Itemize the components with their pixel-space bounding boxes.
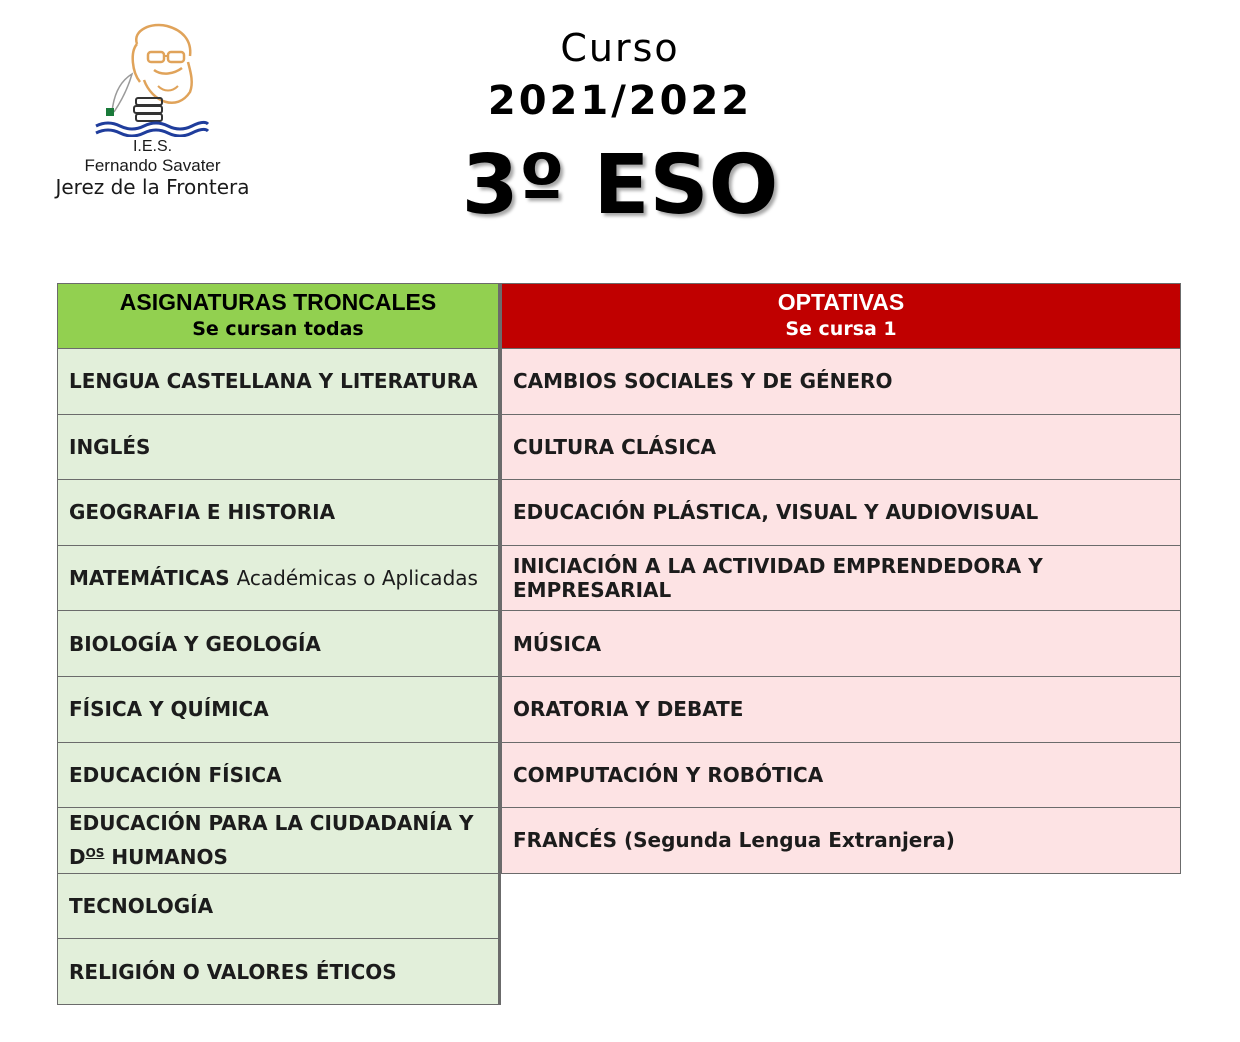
subject-label: LENGUA CASTELLANA Y LITERATURA xyxy=(69,369,478,394)
troncales-row xyxy=(57,611,501,677)
subject-label: EDUCACIÓN FÍSICA xyxy=(69,762,282,787)
troncales-row xyxy=(57,349,501,415)
subject-label: INGLÉS xyxy=(69,434,151,459)
troncales-row xyxy=(57,415,501,481)
optativas-header xyxy=(501,283,1181,349)
subject-label: GEOGRAFIA E HISTORIA xyxy=(69,500,336,525)
optativas-row xyxy=(501,480,1181,546)
optativas-row xyxy=(501,546,1181,612)
optativas-subtitle: Se cursa 1 xyxy=(785,318,897,340)
dos-prefix: D xyxy=(69,845,86,870)
optativas-column xyxy=(501,283,1181,874)
subject-label: MATEMÁTICAS xyxy=(69,566,230,591)
curso-label: Curso xyxy=(560,26,680,70)
optativas-row xyxy=(501,349,1181,415)
dos-suffix: HUMANOS xyxy=(104,845,228,870)
subject-label: CULTURA CLÁSICA xyxy=(513,434,716,459)
troncales-header xyxy=(57,283,501,349)
logo-ies-text: I.E.S. xyxy=(132,138,173,155)
troncales-subtitle: Se cursan todas xyxy=(192,318,364,340)
optativas-row xyxy=(501,677,1181,743)
optativas-row xyxy=(501,611,1181,677)
subject-label: EDUCACIÓN PARA LA CIUDADANÍA Y xyxy=(69,811,474,836)
logo-school-name: Fernando Savater xyxy=(84,156,221,175)
troncales-row xyxy=(57,480,501,546)
subject-label: FRANCÉS (Segunda Lengua Extranjera) xyxy=(513,828,955,853)
subject-label: BIOLOGÍA Y GEOLOGÍA xyxy=(69,631,321,656)
troncales-title: ASIGNATURAS TRONCALES xyxy=(119,289,437,315)
subject-label: CAMBIOS SOCIALES Y DE GÉNERO xyxy=(513,369,893,394)
school-logo xyxy=(50,22,255,202)
subject-label: TECNOLOGÍA xyxy=(69,894,214,919)
course-level-title: 3º ESO xyxy=(461,138,779,233)
troncales-row xyxy=(57,808,501,874)
academic-year: 2021/2022 xyxy=(487,78,753,124)
optativas-row xyxy=(501,415,1181,481)
subject-label: MÚSICA xyxy=(513,631,602,656)
subject-label: EDUCACIÓN PLÁSTICA, VISUAL Y AUDIOVISUAL xyxy=(513,500,1039,525)
subject-label: RELIGIÓN O VALORES ÉTICOS xyxy=(69,959,397,984)
subject-label: ORATORIA Y DEBATE xyxy=(513,697,744,722)
troncales-row xyxy=(57,677,501,743)
subject-label-line2 xyxy=(69,838,473,872)
optativas-row xyxy=(501,743,1181,809)
troncales-row xyxy=(57,546,501,612)
troncales-row xyxy=(57,743,501,809)
logo-city: Jerez de la Frontera xyxy=(55,175,250,199)
subject-modality: Académicas o Aplicadas xyxy=(236,566,478,591)
subject-label: FÍSICA Y QUÍMICA xyxy=(69,697,269,722)
subject-label: COMPUTACIÓN Y ROBÓTICA xyxy=(513,762,824,787)
optativas-row xyxy=(501,808,1181,874)
troncales-column xyxy=(57,283,501,1005)
savater-portrait-icon xyxy=(92,22,212,137)
troncales-row xyxy=(57,874,501,940)
optativas-title: OPTATIVAS xyxy=(777,289,905,315)
dos-superscript: OS xyxy=(85,846,105,861)
subject-label: INICIACIÓN A LA ACTIVIDAD EMPRENDEDORA Y EMPRESARIAL xyxy=(513,554,1043,603)
troncales-row xyxy=(57,939,501,1005)
